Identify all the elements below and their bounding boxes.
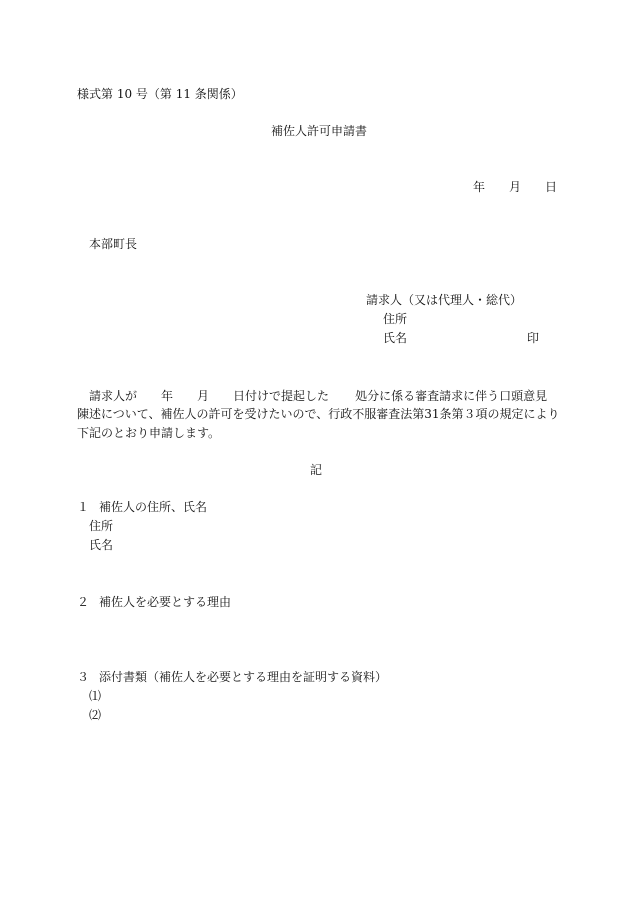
date-month-label: 月	[509, 180, 522, 194]
item-3-label: 添付書類（補佐人を必要とする理由を証明する資料）	[99, 670, 388, 684]
item-1-label: 補佐人の住所、氏名	[99, 500, 208, 514]
applicant-address-label: 住所	[383, 312, 408, 326]
body-line-2: 陳述について、補佐人の許可を受けたいので、行政不服審査法第31条第３項の規定により	[77, 407, 560, 421]
body-text-requester: 請求人が	[89, 389, 138, 403]
item-2-heading	[77, 596, 231, 608]
body-month-label: 月	[197, 389, 210, 403]
body-year-label: 年	[161, 389, 174, 403]
item-3-heading	[77, 671, 387, 683]
date-line	[473, 181, 557, 193]
item-1-number: １	[77, 500, 90, 514]
body-line-1	[89, 390, 547, 402]
applicant-name-label: 氏名	[383, 331, 408, 345]
item-1-heading	[77, 501, 207, 513]
item-3-sub-2: ⑵	[89, 708, 102, 722]
seal-mark: 印	[527, 331, 540, 345]
item-2-label: 補佐人を必要とする理由	[99, 595, 232, 609]
date-year-label: 年	[473, 180, 486, 194]
item-1-name-label: 氏名	[89, 538, 114, 552]
form-number: 様式第 10 号（第 11 条関係）	[77, 87, 243, 101]
item-2-number: ２	[77, 595, 90, 609]
addressee: 本部町長	[89, 237, 138, 251]
ki-heading: 記	[310, 463, 323, 477]
item-3-number: ３	[77, 670, 90, 684]
date-day-label: 日	[545, 180, 558, 194]
item-3-sub-1: ⑴	[89, 689, 102, 703]
body-text-filed: 日付けで提起した	[233, 389, 330, 403]
body-text-disposition: 処分に係る審査請求に伴う口頭意見	[355, 389, 548, 403]
body-line-3: 下記のとおり申請します。	[77, 426, 221, 440]
item-1-address-label: 住所	[89, 519, 114, 533]
document-title: 補佐人許可申請書	[271, 124, 368, 138]
applicant-label: 請求人（又は代理人・総代）	[366, 293, 523, 307]
